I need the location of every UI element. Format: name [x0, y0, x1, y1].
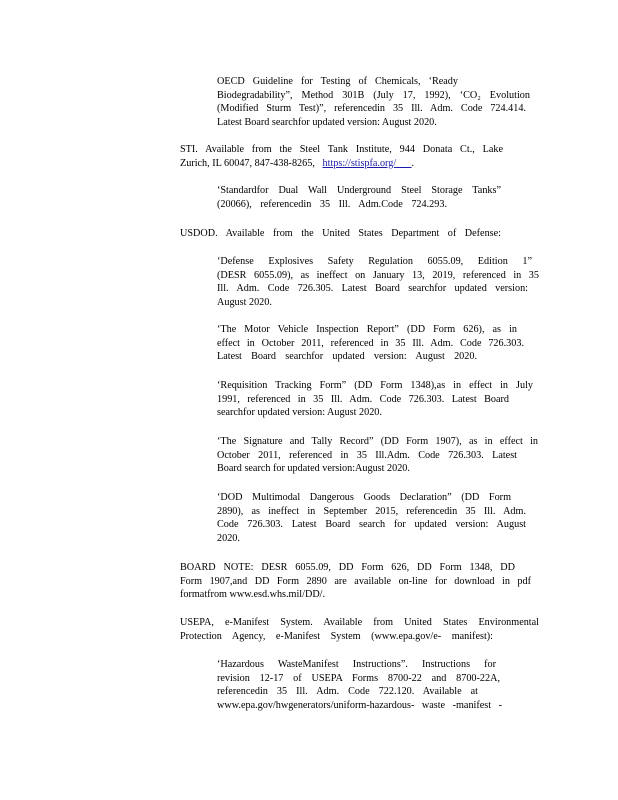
text-line: Latest Board searchfor updated version: August 2020.: [217, 116, 437, 128]
text-line: ‘Hazardous WasteManifest Instructions”. Instructions for: [217, 659, 496, 670]
text-line: ‘Defense Explosives Safety Regulation 6055.09, Edition 1”: [217, 256, 532, 267]
text-line: USDOD. Available from the United States Department of Defense:: [180, 228, 501, 239]
ref-desr: [217, 255, 539, 309]
text-line: Code 726.303. Latest Board search for updated version: August: [217, 519, 526, 531]
ref-dd-626: [217, 323, 524, 364]
text-line: Latest Board searchfor updated version: August 2020.: [217, 351, 477, 363]
ref-dd-1907: [217, 435, 538, 476]
ref-dd-1348: [217, 379, 533, 420]
ref-usepa: [180, 616, 539, 643]
text-line: (DESR 6055.09), as ineffect on January 13, 2019, referenced in 35: [217, 269, 539, 281]
text-line: ‘DOD Multimodal Dangerous Goods Declaration” (DD Form: [217, 492, 511, 503]
sti-link[interactable]: https://stispfa.org/: [322, 157, 397, 169]
text-line: STI. Available from the Steel Tank Institute, 944 Donata Ct., Lake: [180, 144, 503, 155]
ref-oecd-301b: [217, 75, 530, 129]
text-line: www.epa.gov/hwgenerators/uniform-hazardous- waste -manifest -: [217, 699, 502, 711]
text-line: OECD Guideline for Testing of Chemicals, ‘Ready: [217, 76, 458, 87]
text-line: Biodegradability”, Method 301B (July 17, 1992), ‘CO₂ Evolution: [217, 89, 530, 101]
text-line: referencedin 35 Ill. Adm. Code 722.120. Available at: [217, 686, 478, 698]
text-line: (Modified Sturm Test)”, referencedin 35 Ill. Adm. Code 724.414.: [217, 103, 526, 115]
text-line: 1991, referenced in 35 Ill. Adm. Code 726.303. Latest Board: [217, 393, 509, 405]
ref-sti-standard: [217, 184, 501, 211]
text-line: ‘Requisition Tracking Form” (DD Form 1348),as in effect in July: [217, 380, 533, 391]
sti-address: Zurich, IL 60047, 847-438-8265,: [180, 157, 315, 169]
text-line: formatfrom www.esd.whs.mil/DD/.: [180, 589, 326, 601]
text-line: Form 1907,and DD Form 2890 are available on-line for download in pdf: [180, 575, 531, 587]
text-line: 2020.: [217, 532, 240, 544]
text-line: ‘Standardfor Dual Wall Underground Steel Storage Tanks”: [217, 185, 501, 196]
text-line: ‘The Motor Vehicle Inspection Report” (DD Form 626), as in: [217, 324, 517, 335]
text-line: Ill. Adm. Code 726.305. Latest Board searchfor updated version:: [217, 283, 528, 295]
text-line: effect in October 2011, referenced in 35 Ill. Adm. Code 726.303.: [217, 337, 524, 349]
text-line: August 2020.: [217, 296, 272, 308]
sti-link-tail: [396, 158, 411, 169]
text-line: USEPA, e-Manifest System. Available from United States Environmental: [180, 617, 539, 628]
text-line: (20066), referencedin 35 Ill. Adm.Code 724.293.: [217, 198, 447, 210]
ref-haz-waste: [217, 658, 500, 712]
ref-sti: [180, 143, 503, 170]
text-line: BOARD NOTE: DESR 6055.09, DD Form 626, DD Form 1348, DD: [180, 562, 515, 573]
text-line: 2890), as ineffect in September 2015, referencedin 35 Ill. Adm.: [217, 505, 526, 517]
ref-usdod: [180, 227, 501, 241]
board-note: [180, 561, 531, 602]
ref-dd-2890: [217, 491, 526, 545]
text-line: Board search for updated version:August 2020.: [217, 463, 410, 475]
text-line: October 2011, referenced in 35 Ill.Adm. Code 726.303. Latest: [217, 449, 517, 461]
text-line: Zurich, IL 60047, 847-438-8265, https://stispfa.org/ .: [180, 157, 415, 169]
text-line: searchfor updated version: August 2020.: [217, 407, 382, 419]
text-line: Protection Agency, e-Manifest System (www.epa.gov/e- manifest):: [180, 630, 493, 642]
text-line: revision 12-17 of USEPA Forms 8700-22 and 8700-22A,: [217, 672, 500, 684]
text-line: ‘The Signature and Tally Record” (DD Form 1907), as in effect in: [217, 436, 538, 447]
